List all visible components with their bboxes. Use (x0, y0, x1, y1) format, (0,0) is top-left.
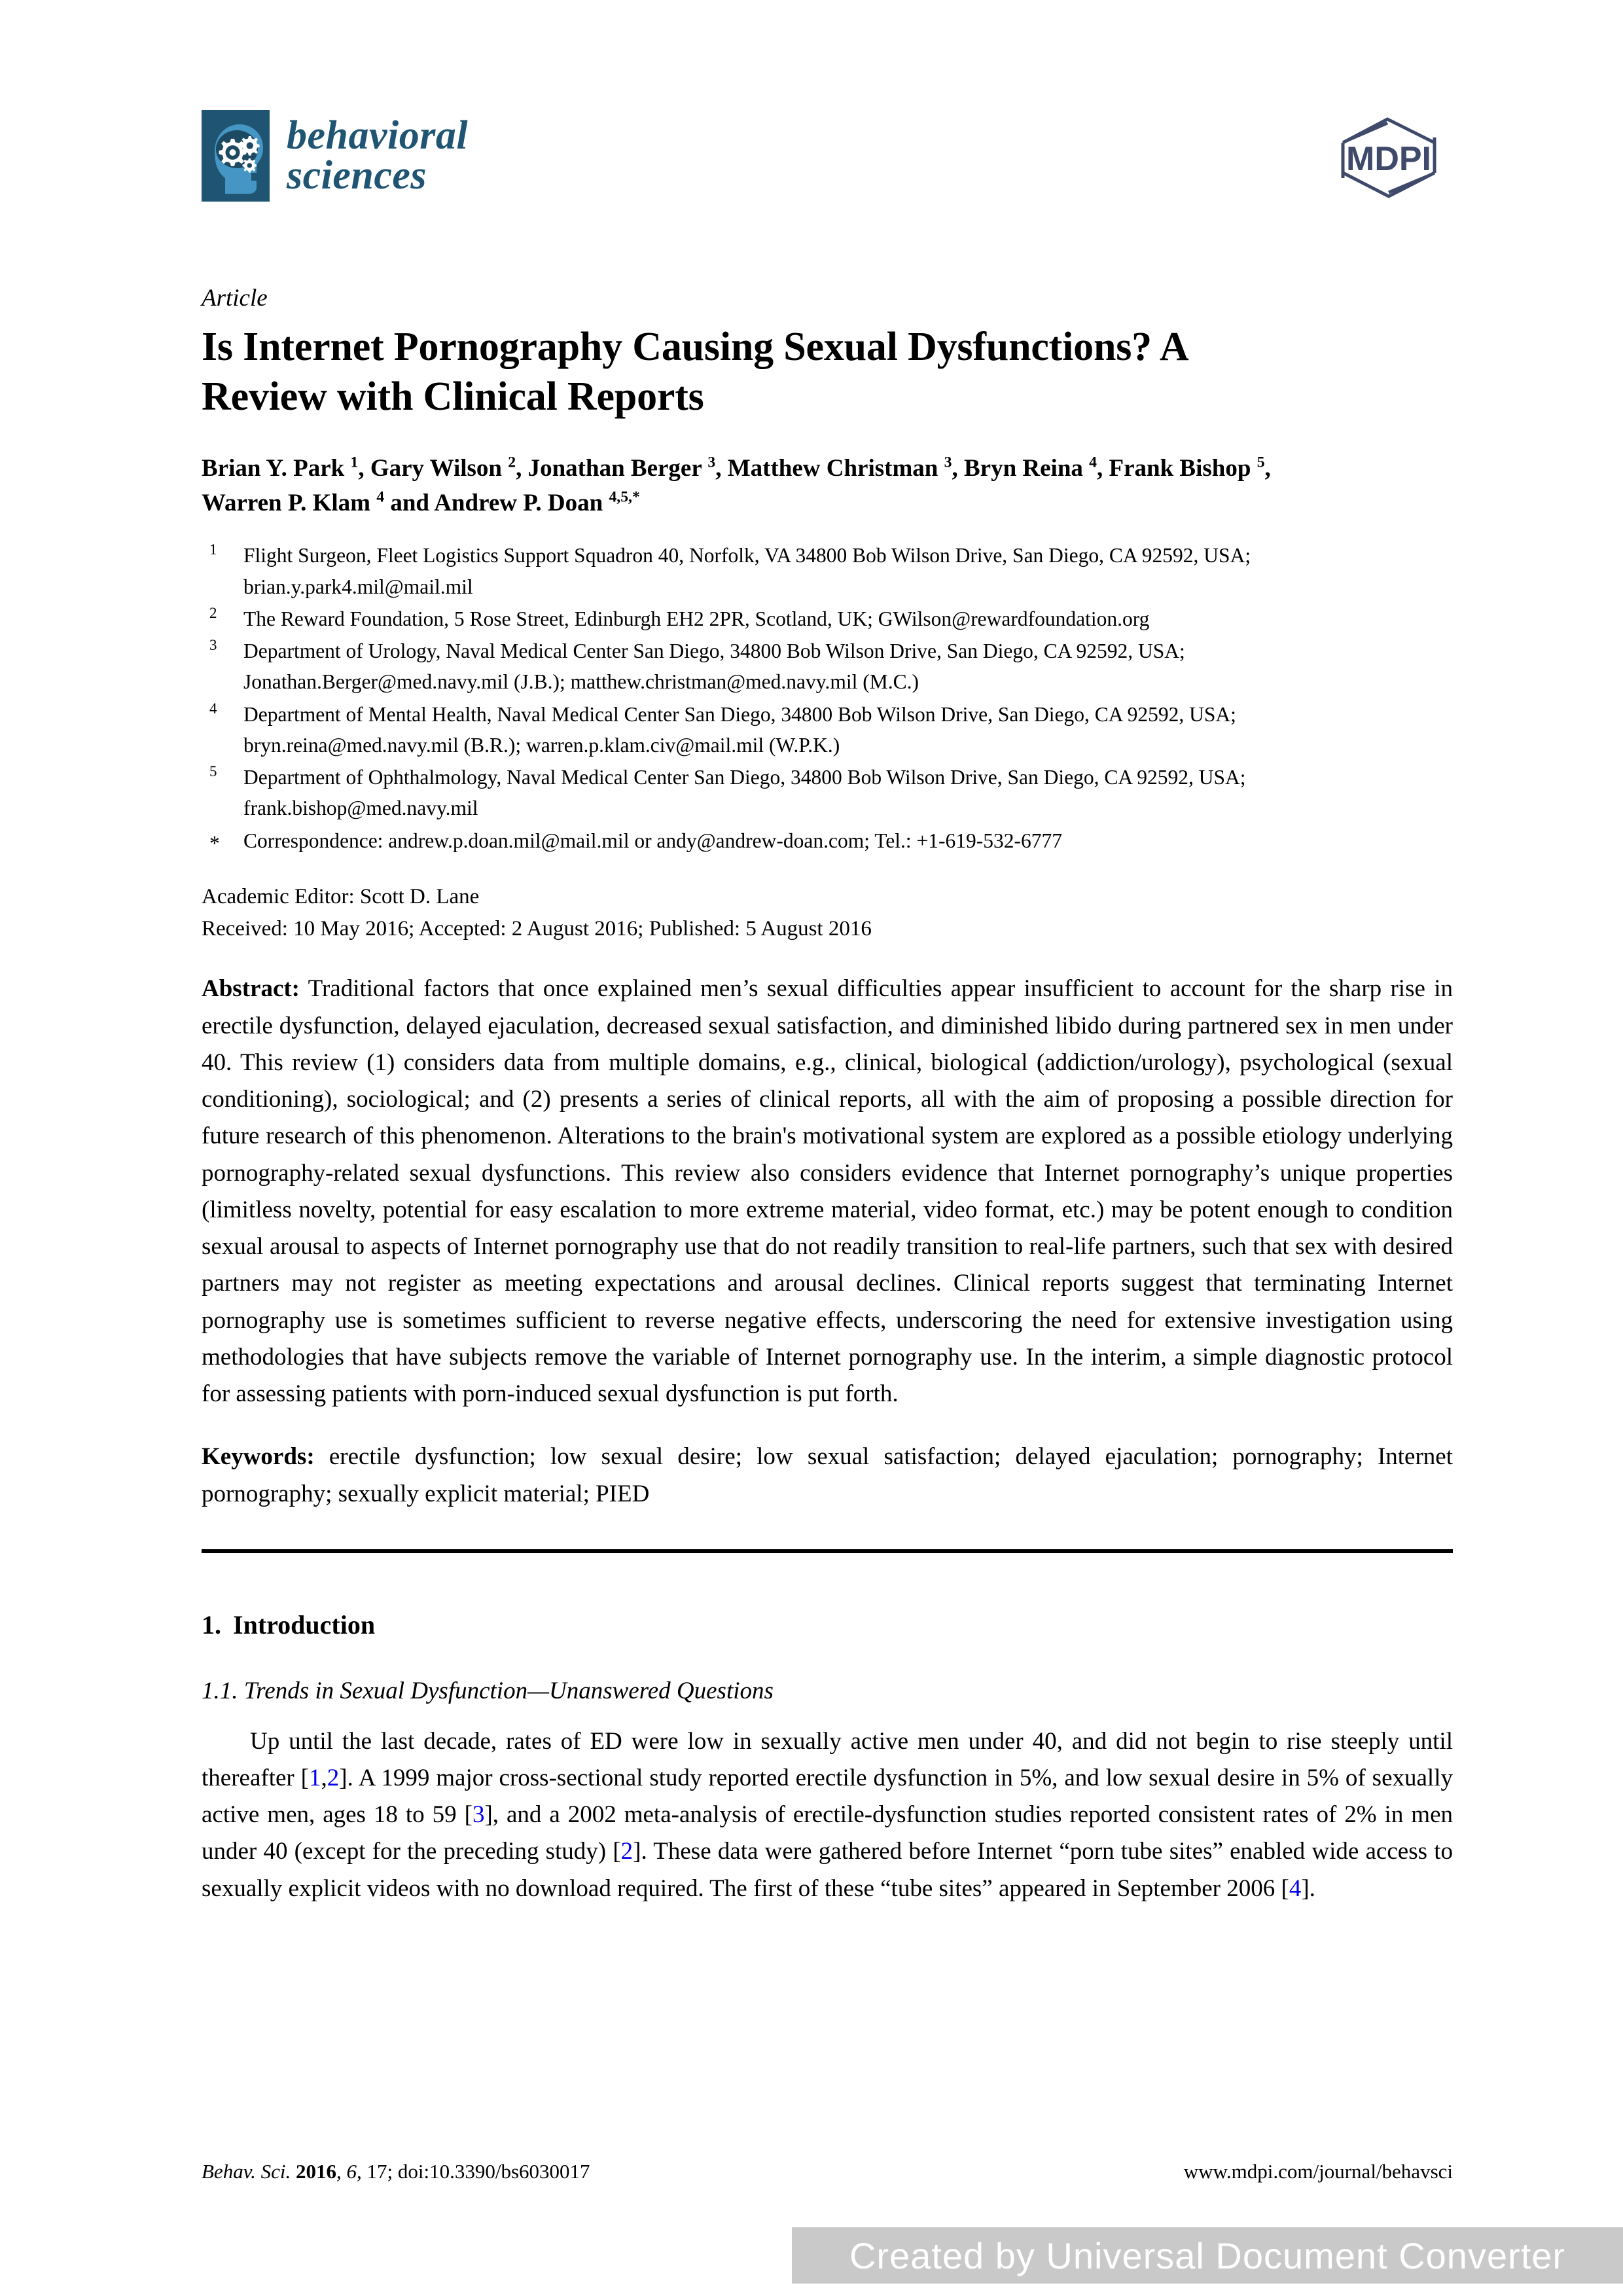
par-text-2: ]. A 1999 major cross-sectional study reported erectile dysfunction in 5%, and low sexual desire in 5% of sexually active men, ages 18 to 59 [ (202, 1764, 1453, 1829)
masthead (202, 110, 1453, 260)
affiliation-marker: 2 (209, 604, 217, 621)
abstract-text: Traditional factors that once explained men’s sexual difficulties appear insufficient to account for the sharp rise in erectile dysfunction, delayed ejaculation, decreased sexual satisfaction, and diminished libido during partnered sex in men under 40. This review (1) considers data from multiple domains, e.g., clinical, biological (addiction/urology), psychological (sexual conditioning), sociological; and (2) presents a series of clinical reports, all with the aim of proposing a possible direction for future research of this phenomenon. Alterations to the brain's motivational system are explored as a possible etiology underlying pornography-related sexual dysfunctions. This review also considers evidence that Internet pornography’s unique properties (limitless novelty, potential for easy escalation to more extreme material, video format, etc.) may be potent enough to condition sexual arousal to aspects of Internet pornography use that do not readily transition to real-life partners, such that sex with desired partners may not register as meeting expectations and arousal declines. Clinical reports suggest that terminating Internet pornography use is sometimes sufficient to reverse negative effects, underscoring the need for extensive investigation using methodologies that have subjects remove the variable of Internet pornography use. In the interim, a simple diagnostic protocol for assessing patients with porn-induced sexual dysfunction is put forth. (202, 975, 1453, 1408)
par-text-4: ]. These data were gathered before Internet “porn tube sites” enabled wide access to sexually explicit videos with no download required. The first of these “tube sites” appeared in September 2006 [ (202, 1838, 1453, 1902)
academic-editor: Academic Editor: Scott D. Lane (202, 884, 480, 908)
citation-link-1[interactable]: 1 (308, 1764, 321, 1791)
svg-text:MDPI: MDPI (1346, 140, 1431, 178)
affiliation-item (202, 762, 1453, 824)
footer-citation: Behav. Sci. 2016, 6, 17; doi:10.3390/bs6030017 (202, 2160, 590, 2183)
affiliation-item (202, 636, 1453, 698)
section-number: 1. (202, 1609, 221, 1640)
introduction-paragraph (202, 1723, 1453, 1907)
footer-journal: Behav. Sci. (202, 2160, 291, 2183)
section-title: Introduction (233, 1609, 376, 1640)
page-title: Is Internet Pornography Causing Sexual Dysfunctions? A Review with Clinical Reports (202, 325, 1186, 419)
par-text-5: ]. (1301, 1874, 1315, 1902)
watermark-banner (792, 2227, 1623, 2284)
journal-title (287, 113, 469, 198)
affiliation-item (202, 699, 1453, 761)
par-text-1: Up until the last decade, rates of ED were low in sexually active men under 40, and did not begin to rise steeply until thereafter [ (202, 1727, 1453, 1791)
footer-doi: doi:10.3390/bs6030017 (397, 2160, 590, 2183)
content-column (202, 0, 1453, 1931)
affiliation-list (202, 540, 1453, 859)
affiliation-marker: 4 (209, 700, 217, 717)
subsection-heading: 1.1. Trends in Sexual Dysfunction—Unanswered Questions (202, 1677, 774, 1704)
footer-year: 2016 (296, 2160, 337, 2183)
abstract-block (202, 971, 1453, 1412)
publication-dates: Received: 10 May 2016; Accepted: 2 August 2016; Published: 5 August 2016 (202, 916, 872, 941)
affiliation-text: The Reward Foundation, 5 Rose Street, Edinburgh EH2 2PR, Scotland, UK; GWilson@rewardfoundation.org (243, 607, 1150, 630)
affiliation-text: Department of Mental Health, Naval Medical Center San Diego, 34800 Bob Wilson Drive, San Diego, CA 92592, USA; bryn.reina@med.navy.mil (B.R.); warren.p.klam.civ@mail.mil (W.P.K.) (243, 702, 1236, 757)
footer-volume: 6 (346, 2160, 357, 2183)
correspondence-item (202, 825, 1453, 859)
keywords-block (202, 1439, 1453, 1512)
keywords-text: erectile dysfunction; low sexual desire; low sexual satisfaction; delayed ejaculation; pornography; Internet pornography; sexually explicit material; PIED (202, 1443, 1453, 1507)
affiliation-text: Flight Surgeon, Fleet Logistics Support Squadron 40, Norfolk, VA 34800 Bob Wilson Drive, San Diego, CA 92592, USA; brian.y.park4.mil@mail.mil (243, 544, 1251, 598)
mdpi-logo-icon (1325, 114, 1453, 202)
author-list: Brian Y. Park $^1$, Gary Wilson $^2$, Jonathan Berger $^3$, Matthew Christman $^3$, Bryn Reina $^4$, Frank Bishop $^5$, Warren P. Klam $^4$ and Andrew P. Doan $^{4,5,*}$ (202, 454, 1271, 516)
journal-title-line2: sciences (287, 153, 427, 198)
footer-article-number: 17 (366, 2160, 387, 2183)
citation-separator: , (321, 1764, 327, 1791)
article-type-label: Article (202, 285, 268, 312)
citation-link-2[interactable]: 2 (327, 1764, 340, 1791)
journal-logo (202, 110, 468, 202)
section-heading-introduction (202, 1609, 1453, 1640)
affiliation-item (202, 603, 1453, 634)
brain-gears-icon (202, 110, 270, 202)
citation-link-4[interactable]: 2 (620, 1838, 633, 1865)
citation-link-5[interactable]: 4 (1289, 1874, 1302, 1902)
journal-title-line1: behavioral (287, 113, 469, 158)
page-footer (202, 2160, 1453, 2183)
editorial-info (202, 881, 1453, 945)
affiliation-text: Department of Ophthalmology, Naval Medical Center San Diego, 34800 Bob Wilson Drive, San Diego, CA 92592, USA; frank.bishop@med.navy.mil (243, 766, 1246, 820)
affiliation-marker: 3 (209, 637, 217, 654)
affiliation-text: Department of Urology, Naval Medical Center San Diego, 34800 Bob Wilson Drive, San Diego, CA 92592, USA; Jonathan.Berger@med.navy.mil (J.B.); matthew.christman@med.navy.mil (M.C.) (243, 639, 1185, 694)
affiliation-marker: 1 (209, 541, 217, 558)
par-text-3: ], and a 2002 meta-analysis of erectile-dysfunction studies reported consistent rates of 2% in men under 40 (except for the preceding study) [ (202, 1801, 1454, 1865)
watermark-text: Created by Universal Document Converter (849, 2234, 1566, 2276)
citation-link-3[interactable]: 3 (472, 1801, 485, 1829)
footer-url[interactable]: www.mdpi.com/journal/behavsci (1183, 2160, 1453, 2183)
correspondence-text: Correspondence: andrew.p.doan.mil@mail.mil or andy@andrew-doan.com; Tel.: +1-619-532-6777 (243, 829, 1063, 852)
correspondence-marker: * (209, 831, 220, 855)
section-divider (202, 1549, 1453, 1553)
affiliation-marker: 5 (209, 763, 217, 780)
keywords-label: Keywords: (202, 1443, 315, 1471)
abstract-label: Abstract: (202, 975, 300, 1003)
affiliation-item (202, 540, 1453, 602)
